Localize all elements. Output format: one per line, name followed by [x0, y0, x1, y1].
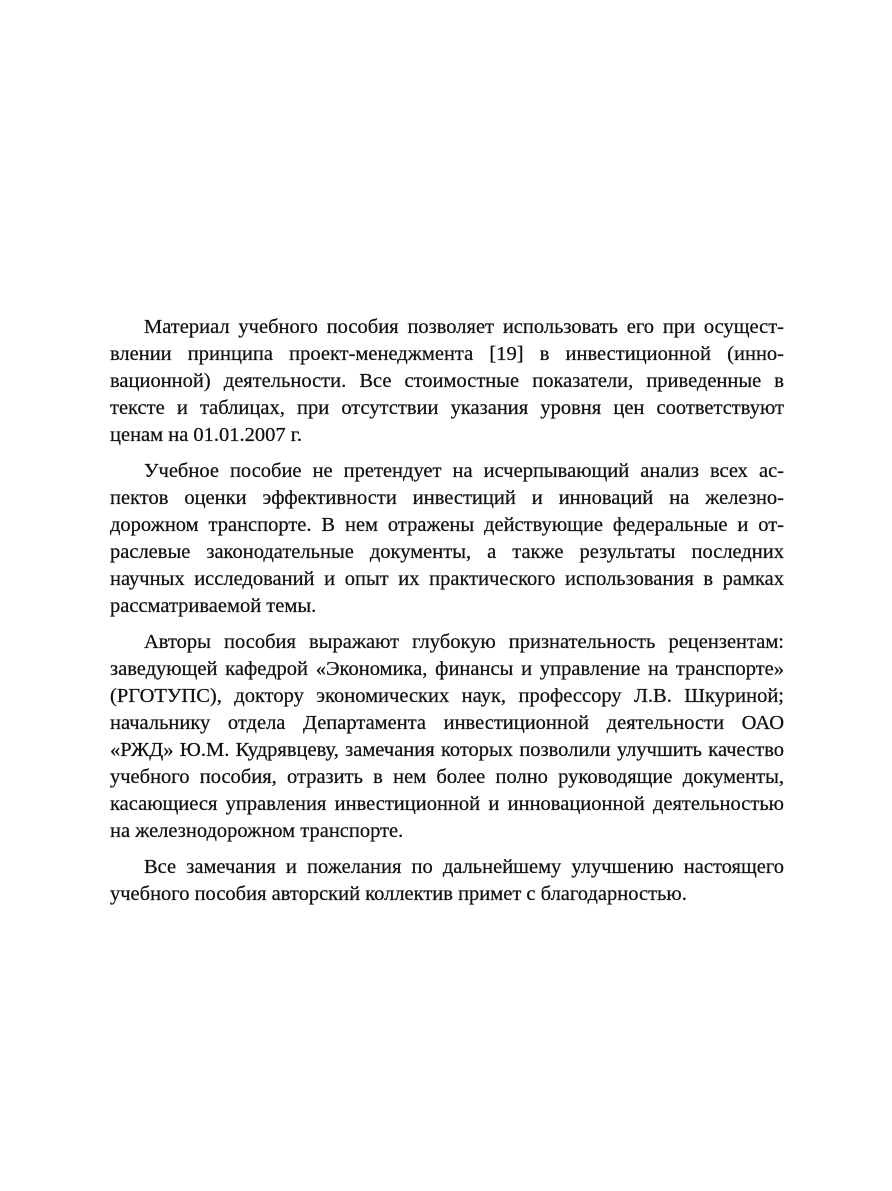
paragraph-2: Учебное пособие не претендует на исчерпывающий анализ всех аспектов оценки эффективности инвестиций и инноваций на железнодорожном транспорте. В нем отражены действующие федеральные и отраслевые законодательные документы, а также результаты последних научных исследований и опыт их практического использования в рамках рассматриваемой темы.	[110, 460, 784, 617]
paragraph-4: Все замечания и пожелания по дальнейшему улучшению настоящего учебного пособия авторский коллектив примет с благодарностью.	[110, 856, 784, 905]
paragraph-3: Авторы пособия выражают глубокую признательность рецензентам: заведующей кафедрой «Экономика, финансы и управление на транспорте» (РГОТУПС), доктору экономических наук, профессору Л.В. Шкуриной; начальнику отдела Департамента инвестиционной деятельности ОАО «РЖД» Ю.М. Кудрявцеву, замечания которых позволили улучшить качество учебного пособия, отразить в нем более полно руководящие документы, касающиеся управления инвестиционной и инновационной деятельностью на железнодорожном транспорте.	[110, 631, 784, 842]
body-text	[110, 314, 784, 908]
paragraph-1: Материал учебного пособия позволяет использовать его при осуществлении принципа проект-менеджмента [19] в инвестиционной (инновационной) деятельности. Все стоимостные показатели, приведенные в тексте и таблицах, при отсутствии указания уровня цен соответствуют ценам на 01.01.2007 г.	[110, 316, 784, 446]
